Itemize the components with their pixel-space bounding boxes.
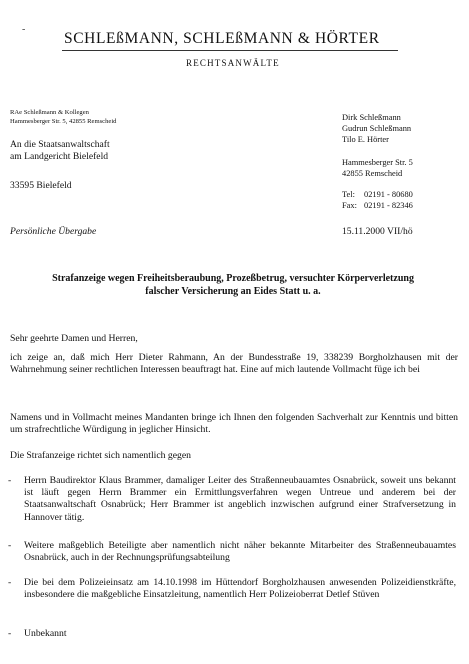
bullet-marker: -: [8, 577, 12, 588]
bullet-marker: -: [8, 540, 12, 551]
sender-line-1: RAe Schleßmann & Kollegen: [10, 109, 89, 116]
bullet-marker: -: [8, 475, 12, 486]
firm-name: SCHLEßMANN, SCHLEßMANN & HÖRTER: [64, 30, 380, 47]
letter-date: 15.11.2000 VII/hö: [342, 226, 413, 237]
list-item: Die bei dem Polizeieinsatz am 14.10.1998 im Hüttendorf Borgholzhausen anwesenden Polizeidienstkräfte, insbesondere die maßgebliche Einsatzleitung, namentlich Herr Polizeioberrat Detlef Stüven: [24, 577, 456, 601]
firm-street: Hammesberger Str. 5: [342, 158, 413, 167]
list-item: Unbekannt: [24, 628, 67, 639]
paragraph-accused-intro: Die Strafanzeige richtet sich namentlich gegen: [10, 450, 192, 461]
lawyer-names: [342, 113, 411, 145]
lawyer-name: Dirk Schleßmann: [342, 113, 401, 122]
paragraph-request: Namens und in Vollmacht meines Mandanten bringe ich Ihnen den folgenden Sachverhalt zur Kenntnis und bitten um strafrechtliche Würdigung in jeglicher Hinsicht.: [10, 412, 458, 436]
list-item: Weitere maßgeblich Beteiligte aber namentlich nicht näher bekannte Mitarbeiter des Straßenneubauamtes Osnabrück, auch in der Rechnungsprüfungsabteilung: [24, 540, 456, 564]
firm-contact: [342, 190, 413, 211]
phone-number: 02191 - 80680: [364, 190, 413, 199]
subject-line-1: Strafanzeige wegen Freiheitsberaubung, Prozeßbetrug, versuchter Körperverletzung: [52, 273, 414, 284]
fax-line: [342, 201, 413, 212]
recipient-address: [10, 139, 110, 163]
recipient-city: 33595 Bielefeld: [10, 180, 72, 191]
sender-return-address: [10, 108, 116, 126]
letterhead-rule: [62, 50, 398, 51]
delivery-note: Persönliche Übergabe: [10, 226, 97, 237]
lawyer-name: Gudrun Schleßmann: [342, 123, 412, 133]
paragraph-mandate: ich zeige an, daß mich Herr Dieter Rahmann, An der Bundesstraße 19, 338239 Borgholzhausen mit der Wahrnehmung seiner rechtlichen Interessen beauftragt hat. Eine auf mich lautende Vollmacht füge ich bei: [10, 352, 458, 376]
subject-line-2: falscher Versicherung an Eides Statt u. a.: [145, 286, 321, 297]
phone-label: Tel:: [342, 190, 355, 199]
lawyer-name: Tilo E. Hörter: [342, 134, 389, 144]
sender-line-2: Hammesberger Str. 5, 42855 Remscheid: [10, 118, 117, 125]
fax-label: Fax:: [342, 200, 357, 210]
phone-line: [342, 190, 413, 201]
recipient-line-1: An die Staatsanwaltschaft: [10, 139, 110, 150]
subject-line: [18, 272, 448, 298]
firm-subtitle: RECHTSANWÄLTE: [186, 58, 280, 68]
bullet-marker: -: [8, 628, 12, 639]
firm-address: [342, 158, 413, 179]
salutation: Sehr geehrte Damen und Herren,: [10, 333, 138, 344]
margin-tick: -: [22, 24, 26, 35]
list-item: Herrn Baudirektor Klaus Brammer, damaliger Leiter des Straßenneubauamtes Osnabrück, soweit uns bekannt ist läuft gegen Herrn Brammer ein Ermittlungsverfahren wegen Untreue und anderem bei der Staatsanwaltschaft Osnabrück; Herr Brammer ist angeblich inzwischen aufgrund einer Strafversetzung in Hannover tätig.: [24, 475, 456, 523]
recipient-line-2: am Landgericht Bielefeld: [10, 151, 109, 162]
fax-number: 02191 - 82346: [364, 200, 413, 210]
firm-city: 42855 Remscheid: [342, 168, 403, 178]
